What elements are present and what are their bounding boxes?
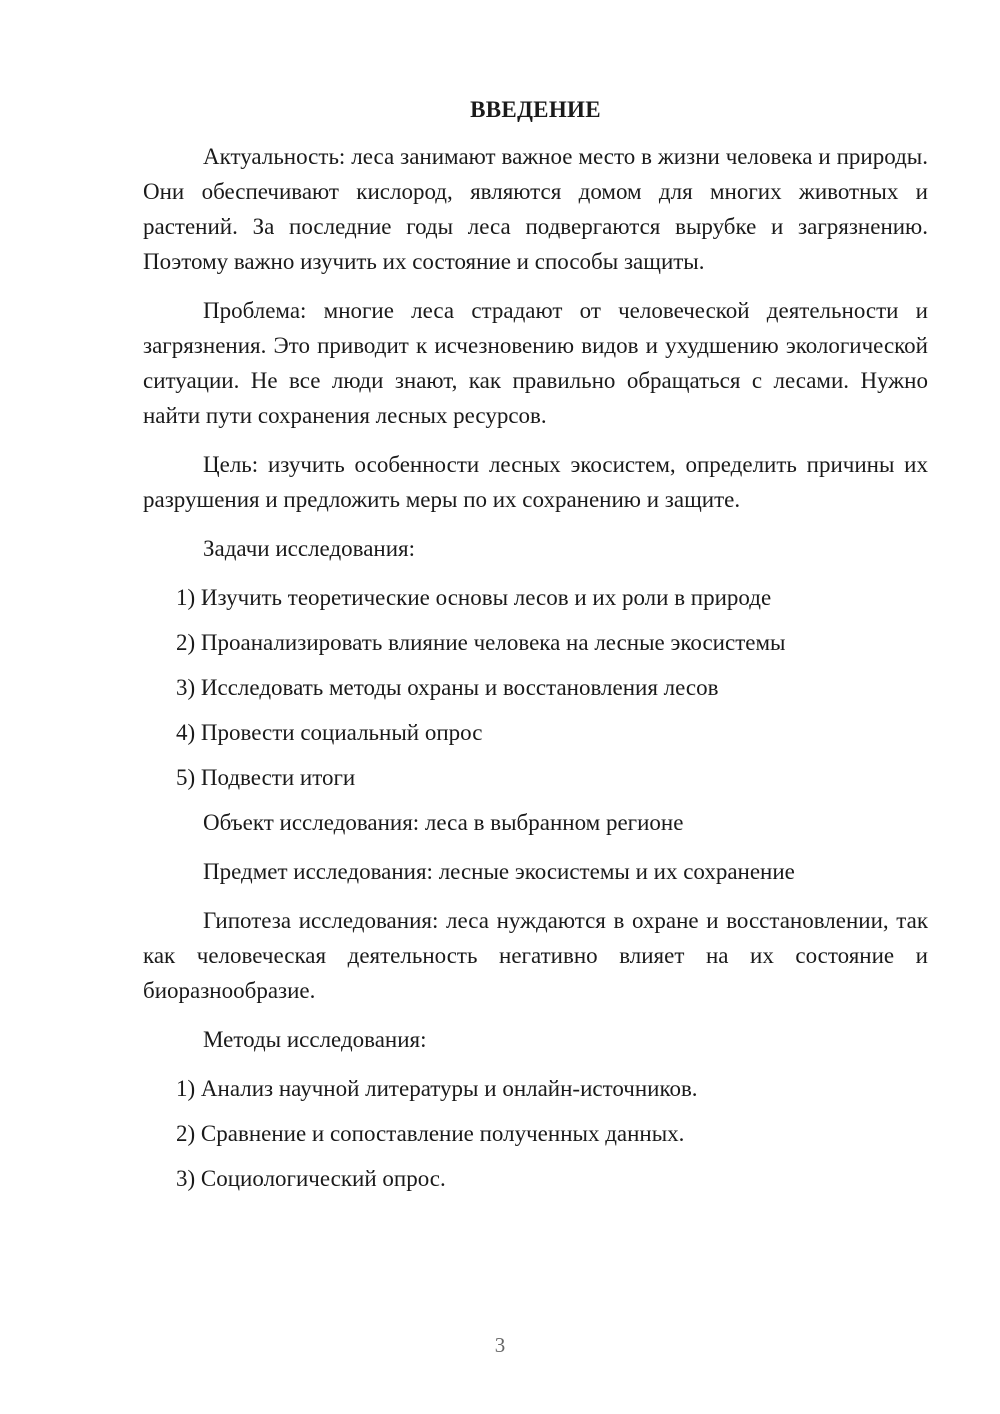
paragraph-goal: Цель: изучить особенности лесных экосистем, определить причины их разрушения и предложить меры по их сохранению и защите.: [143, 452, 928, 512]
list-item: 1) Изучить теоретические основы лесов и их роли в природе: [176, 585, 772, 610]
list-item: 4) Провести социальный опрос: [176, 720, 483, 745]
page-title: ВВЕДЕНИЕ: [470, 97, 601, 122]
document-page: [143, 95, 928, 1206]
tasks-list: [143, 580, 928, 795]
methods-list: [143, 1071, 928, 1196]
paragraph-relevance: Актуальность: леса занимают важное место в жизни человека и природы. Они обеспечивают кислород, являются домом для многих животных и растений. За последние годы леса подвергаются вырубке и загрязнению. Поэтому важно изучить их состояние и способы защиты.: [143, 144, 928, 274]
paragraph-problem: Проблема: многие леса страдают от человеческой деятельности и загрязнения. Это приводит к исчезновению видов и ухудшению экологической ситуации. Не все люди знают, как правильно обращаться с лесами. Нужно найти пути сохранения лесных ресурсов.: [143, 298, 928, 428]
page-number: 3: [494, 1333, 506, 1357]
paragraph-hypothesis: Гипотеза исследования: леса нуждаются в охране и восстановлении, так как человеческая деятельность негативно влияет на их состояние и биоразнообразие.: [143, 908, 928, 1003]
list-item: 3) Исследовать методы охраны и восстановления лесов: [176, 675, 719, 700]
list-item: 2) Сравнение и сопоставление полученных данных.: [176, 1121, 685, 1146]
list-item: 3) Социологический опрос.: [176, 1166, 446, 1191]
paragraph-subject: Предмет исследования: лесные экосистемы и их сохранение: [203, 859, 795, 884]
tasks-heading: Задачи исследования:: [203, 536, 416, 561]
list-item: 5) Подвести итоги: [176, 765, 356, 790]
methods-heading: Методы исследования:: [203, 1027, 427, 1052]
paragraph-object: Объект исследования: леса в выбранном регионе: [203, 810, 684, 835]
list-item: 1) Анализ научной литературы и онлайн-источников.: [176, 1076, 698, 1101]
list-item: 2) Проанализировать влияние человека на лесные экосистемы: [176, 630, 786, 655]
